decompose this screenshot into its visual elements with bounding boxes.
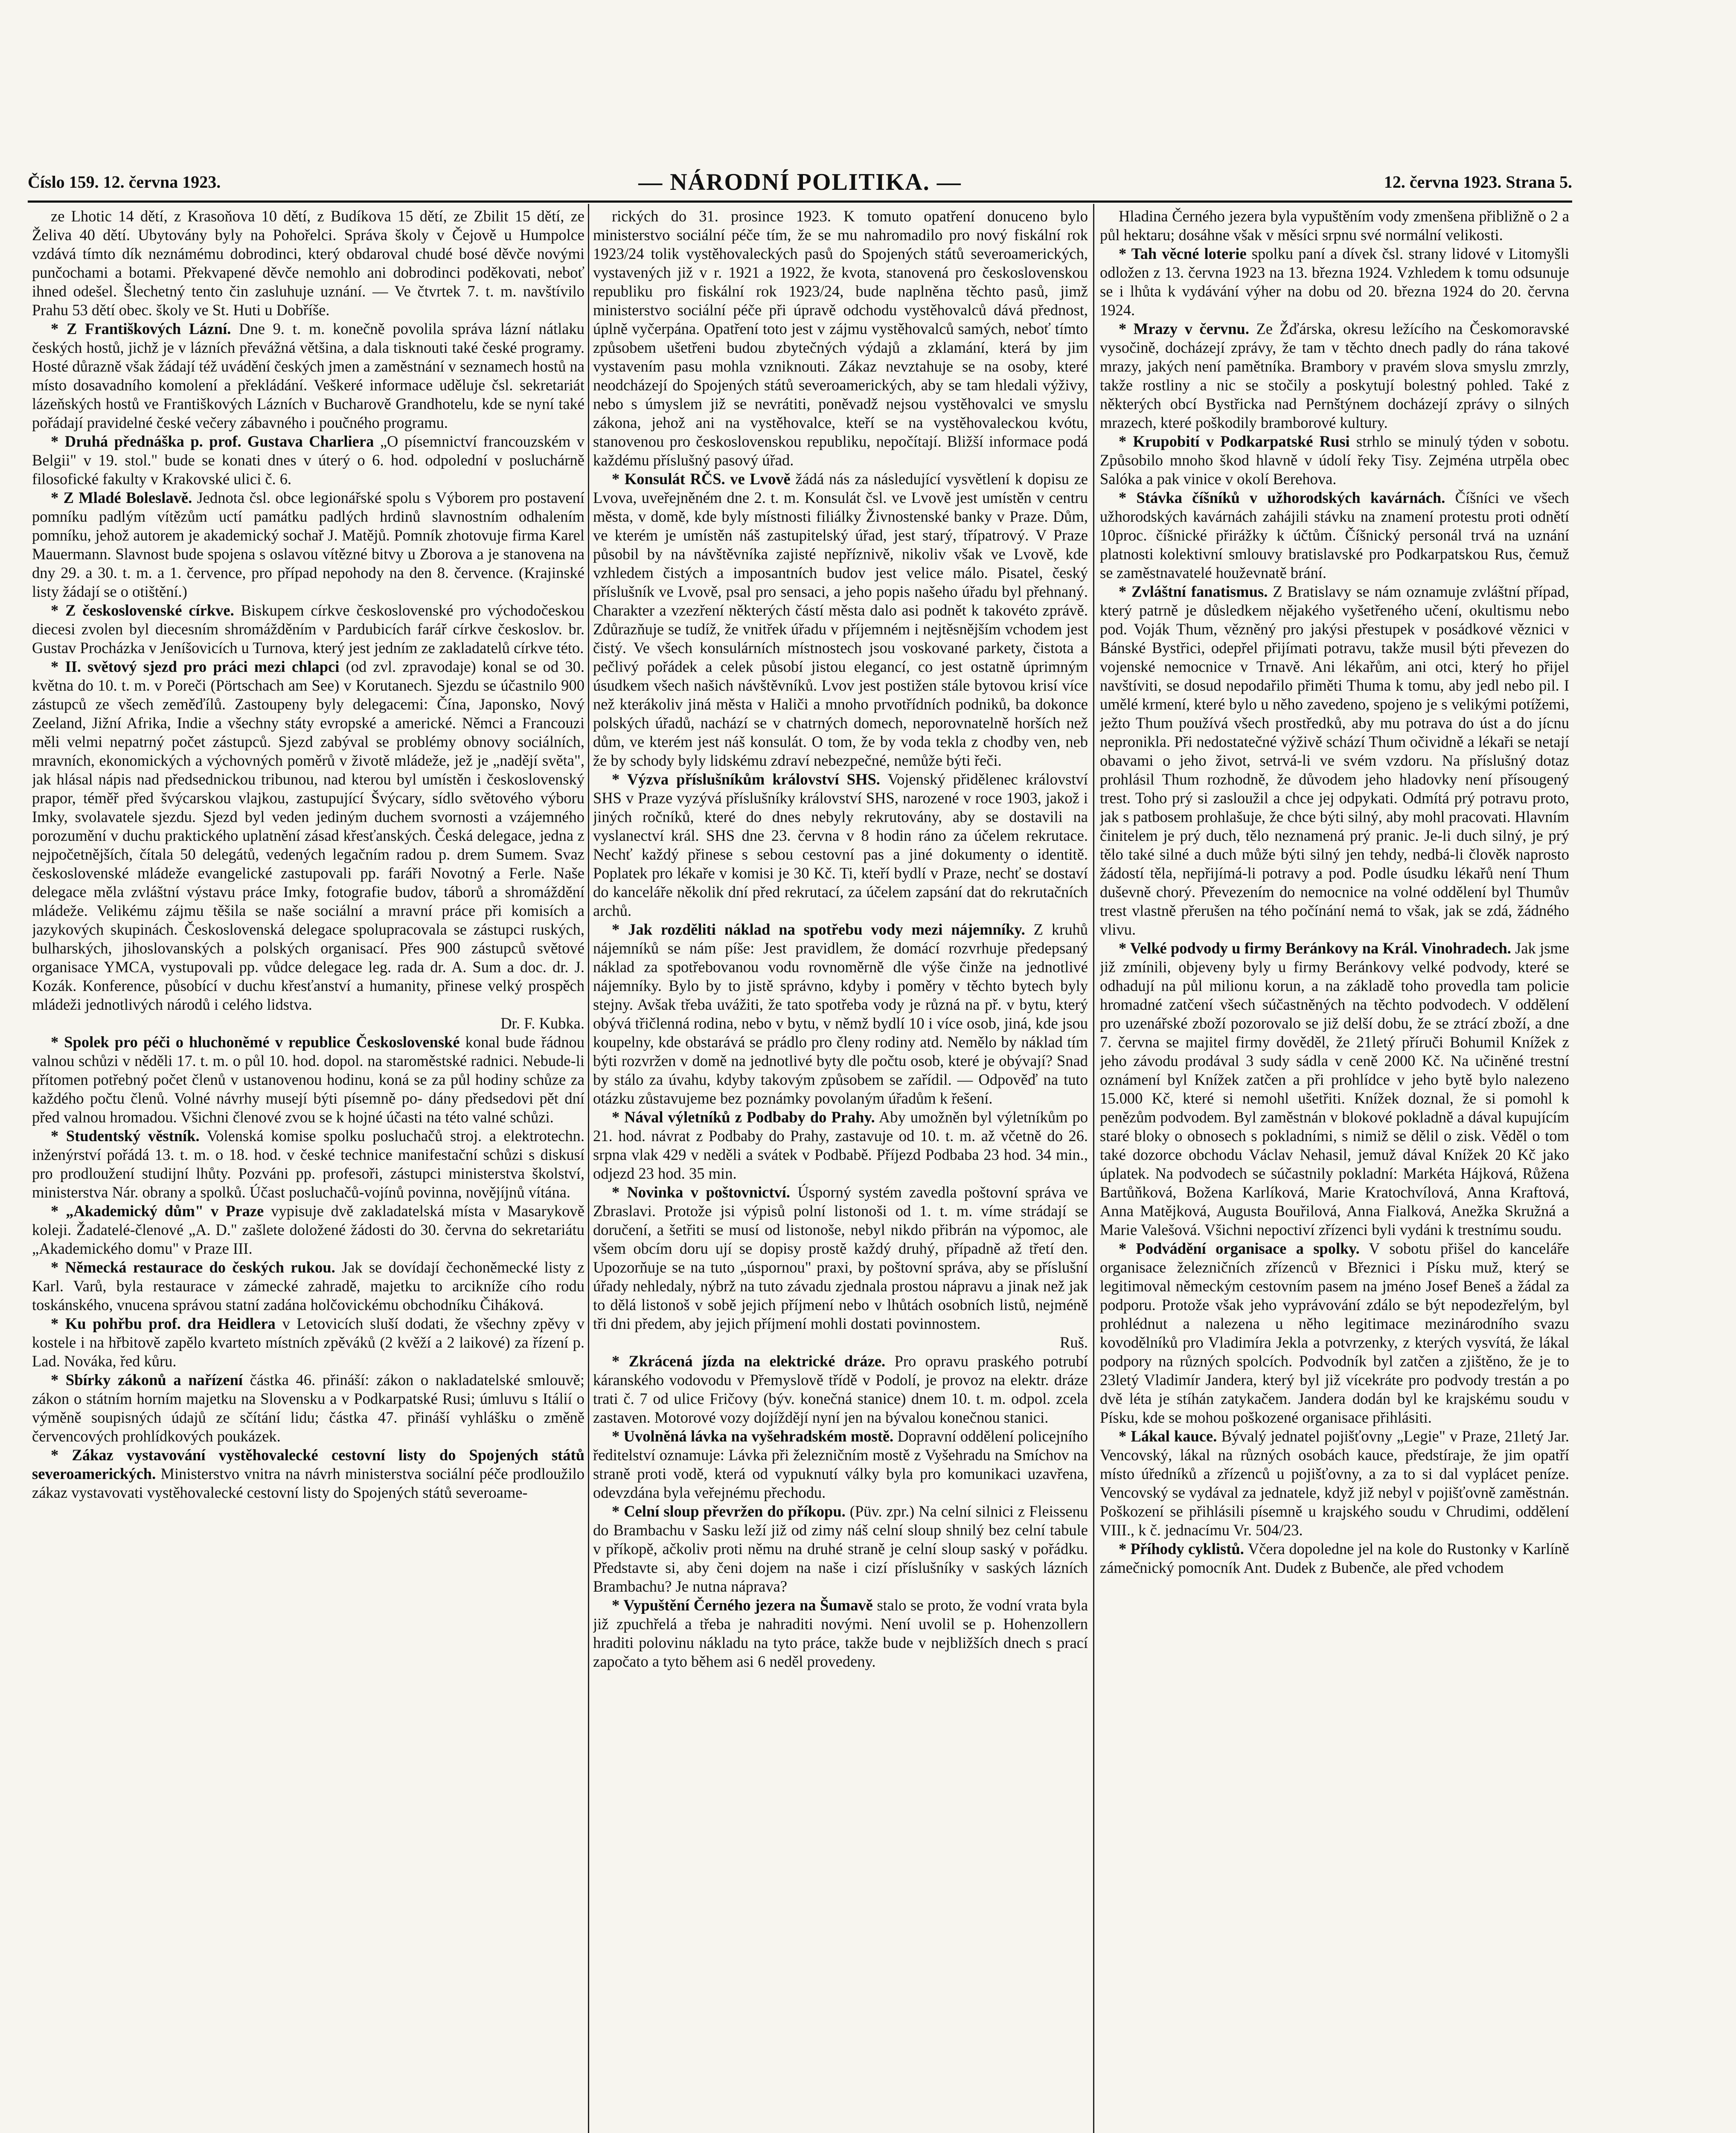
news-item-headline: * Z československé církve. bbox=[51, 602, 234, 619]
issue-number-date: Číslo 159. 12. června 1923. bbox=[28, 172, 221, 192]
news-item bbox=[32, 1127, 584, 1202]
news-item-headline: * Ku pohřbu prof. dra Heidlera bbox=[51, 1315, 276, 1332]
news-item bbox=[1100, 1239, 1569, 1427]
news-item-headline: * Vypuštění Černého jezera na Šumavě bbox=[612, 1596, 873, 1614]
news-item-headline: * Spolek pro péči o hluchoněmé v republice Československé bbox=[51, 1033, 460, 1051]
news-item-text: Dr. F. Kubka. bbox=[500, 1014, 584, 1032]
news-item bbox=[32, 1033, 584, 1127]
text-column-3 bbox=[1100, 207, 1569, 2133]
news-item bbox=[593, 207, 1088, 470]
news-item-text: rických do 31. prosince 1923. K tomuto opatření donuceno bylo ministerstvo sociální péče tím, že se mu nahromadilo pro nový fiskální rok 1923/24 tolik vystěhovaleckých pasů do Spojených států severoamerických, vystavených již v r. 1921 a 1922, že kvota, stanovená pro československou republiku pro fiskální rok 1923/24, bude naplněna těchto pasů, jimž ministerstvo sociální péče při úpravě odchodu vystěhovalců dává přednost, úplně vyčerpána. Opatření toto jest v zájmu vystěhovalců samých, neboť tímto způsobem ušetřeni budou zbytečných výdajů a zklamání, která by jim vystavením pasu mohla vzniknouti. Zákaz nevztahuje se na osoby, které neodcházejí do Spojených států severoamerických, aby se tam hledali výživy, nebo s úmyslem již se nevrátiti, poněvadž nejsou vystěhovalci ve smyslu zákona, jehož ani na vystěhovalce, kteří se na vystěhovaleckou kvótu, stanovenou pro československou republiku, nepočítají. Bližší informace podá každému příslušný pasový úřad. bbox=[593, 207, 1088, 469]
news-item-text: Biskupem církve československé pro východočeskou diecesi zvolen byl diecesním shromážděním v Pardubicích farář církve českoslov. br. Gustav Procházka v Jeníšovicích u Turnova, který jest jedním ze zakladatelů církve této. bbox=[32, 602, 584, 657]
news-item bbox=[593, 770, 1088, 920]
news-item-text: Hladina Černého jezera byla vypuštěním vody zmenšena přibližně o 2 a půl hektaru; dosáhne však v měsíci srpnu své normální velikosti. bbox=[1100, 207, 1569, 244]
column-divider bbox=[588, 204, 589, 2133]
news-item-text: konal bude řádnou valnou schůzi v něděli 17. t. m. o půl 10. hod. dopol. na staroměstské radnici. Nebude-li přítomen potřebný počet členů v ustanovenou hodinu, koná se za půl hodiny schůze za každého počtu členů. Volné návrhy musejí býti písemně po- dány předsedovi pět dní před valnou hromadou. Všichni členové zvou se k hojné účasti na této valné schůzi. bbox=[32, 1033, 584, 1126]
news-item bbox=[593, 1427, 1088, 1502]
news-item-text: Z kruhů nájemníků se nám píše: Jest pravidlem, že domácí rozvrhuje předepsaný náklad za spotřebovanou vodu rovnoměrně dle výše činže na jednotlivé nájemníky. Bylo by to jistě správno, kdyby i poměry v těchto bytech byly stejny. Avšak třeba uvážiti, že tato spotřeba vody je různá na př. v bytu, který obývá třičlenná rodina, nebo v bytu, v němž bydlí 10 i více osob, jiná, kde jsou koupelny, kde obstarává se prádlo pro členy rodiny atd. Nemělo by náklad tím býti rozvržen v domě na jednotlivé byty dle počtu osob, které je obývají? Snad by stálo za úvahu, kdyby takovým způsobem se zařídil. — Odpověď na tuto otázku zůstavujeme bez poznámky povolaným úřadům k řešení. bbox=[593, 921, 1088, 1107]
news-item bbox=[593, 1108, 1088, 1183]
news-item-text: strhlo se minulý týden v sobotu. Způsobilo mnoho škod hlavně v údolí řeky Tisy. Zejména utrpěla obec Salóka a pak vinice v okolí Berehova. bbox=[1100, 433, 1569, 488]
news-item-text: spolku paní a dívek čsl. strany lidové v Litomyšli odložen z 13. června 1923 na 13. března 1924. Vzhledem k tomu odsunuje se i lhůta k vydávání výher na dobu od 20. března 1924 do 20. června 1924. bbox=[1100, 245, 1569, 319]
column-divider bbox=[1093, 204, 1094, 2133]
news-item-text: Ze Žďárska, okresu ležícího na Českomoravské vysočině, docházejí zprávy, že tam v těchto dnech padly do rána takové mrazy, jakých není pamětníka. Brambory v pravém slova smyslu zmrzly, takže rostliny a nic se stočily a poskytují bolestný pohled. Také z některých obcí Bystřicka nad Pernštýnem docházejí zprávy o silných mrazech, které poškodily bramborové kultury. bbox=[1100, 320, 1569, 431]
news-item bbox=[32, 207, 584, 320]
header-rule bbox=[28, 201, 1572, 203]
news-item-headline: * Nával výletníků z Podbaby do Prahy. bbox=[612, 1108, 875, 1126]
news-item-text: Aby umožněn byl výletníkům po 21. hod. návrat z Podbaby do Prahy, zastavuje od 10. t. m. až včetně do 26. srpna vlak 429 v neděli a svátek v Podbabě. Příjezd Podbaba 23 hod. 34 min., odjezd 23 hod. 35 min. bbox=[593, 1108, 1088, 1182]
news-item-headline: * Výzva příslušníkům království SHS. bbox=[612, 770, 880, 788]
news-item bbox=[1100, 1427, 1569, 1540]
news-item-text: Jak jsme již zmínili, objeveny byly u firmy Beránkovy velké podvody, které se odhadují na půl milionu korun, a na základě toho provedla tam policie hromadné zatčení všech súčastněných na těchto podvodech. V oddělení pro uzenářské zboží pozorovalo se již delší dobu, že se ztrácí zboží, a dne 7. června se majitel firmy dověděl, že 21letý příruči Bohumil Knížek z jeho závodu prodával 3 sudy sádla v ceně 2000 Kč. Na učiněné trestní oznámení byl Knížek zatčen a při prohlídce v jeho bytě bylo nalezeno 15.000 Kč, které si nemohl ušetřiti. Knížek doznal, že si pomohl k penězům podvodem. Byl zaměstnán v blokové pokladně a dával kupujícím staré bloky o obnosech s pokladními, s nimiž se dělil o zisk. Věděl o tom také dozorce obchodu Václav Nehasil, jemuž dával Knížek 20 Kč jako úplatek. Na podvodech se súčastnily pokladní: Markéta Hájková, Růžena Bartůňková, Božena Karlíková, Marie Kratochvílová, Anna Kraftová, Anna Matějková, Augusta Bouřilová, Anna Fialková, Anežka Skružná a Marie Valešová. Všichni nepoctiví zřízenci byli vydáni k trestnímu soudu. bbox=[1100, 939, 1569, 1238]
news-item bbox=[1100, 432, 1569, 488]
news-item-text: (Püv. zpr.) Na celní silnici z Fleissenu do Brambachu v Sasku leží již od zimy náš celní sloup shnilý bez celní tabule v příkopě, ačkoliv proti němu na druhé straně je celní sloup saský v pořádku. Představte si, aby čeni dojem na naše i cizí příslušníky v saských lázních Brambachu? Je nutna náprava? bbox=[593, 1502, 1088, 1595]
news-item bbox=[593, 1502, 1088, 1596]
news-item-text: Jednota čsl. obce legionářské spolu s Výborem pro postavení pomníku padlým vítězům uctí památku padlých hrdinů slavnostním odhalením pomníku, jehož autorem je akademický sochař J. Matějů. Pomník zhotovuje firma Karel Mauermann. Slavnost bude spojena s oslavou vítězné bitvy u Zborova a je stanovena na dny 29. a 30. t. m. a 1. července, pro případ nepohody na den 8. července. (Krajinské listy žádají se o otištění.) bbox=[32, 489, 584, 600]
news-item-headline: * Druhá přednáška p. prof. Gustava Charliera bbox=[51, 433, 374, 450]
news-item-headline: * Uvolněná lávka na vyšehradském mostě. bbox=[612, 1427, 894, 1445]
news-item-headline: * Z Františkových Lázní. bbox=[51, 320, 231, 337]
text-column-2 bbox=[593, 207, 1088, 2133]
news-item-headline: * Sbírky zákonů a nařízení bbox=[51, 1371, 243, 1389]
news-item-text: vypisuje dvě zakladatelská místa v Masarykově koleji. Žadatelé-členové „A. D." zašlete doložené žádosti do 30. června do sekretariátu „Akademického domu" v Praze III. bbox=[32, 1202, 584, 1257]
news-item-text: Bývalý jednatel pojišťovny „Legie" v Praze, 21letý Jar. Vencovský, lákal na různých osobách kauce, předstíraje, že jim opatří místo úředníků a zřízenců u pojišťovny, a za to si dal vyplácet peníze. Vencovský se vydával za jednatele, když již nebyl v pojišťovně zaměstnán. Poškození se přihlásili písemně u krajského soudu v Chrudimi, oddělení VIII., k č. jednacímu Vr. 504/23. bbox=[1100, 1427, 1569, 1539]
news-item bbox=[32, 488, 584, 601]
news-item-headline: * Velké podvody u firmy Beránkovy na Král. Vinohradech. bbox=[1119, 939, 1511, 957]
news-item-text: Jak se dovídají čechoněmecké listy z Karl. Varů, byla restaurace v zámecké zahradě, majetku to arcikníže cího rodu toskánského, vnucena správou statní zadána holčovickému obchodníku Čiháková. bbox=[32, 1258, 584, 1314]
news-item bbox=[32, 320, 584, 432]
news-item bbox=[593, 1183, 1088, 1333]
news-item-headline: * Tah věcné loterie bbox=[1119, 245, 1247, 262]
news-item-headline: * Zákaz vystavování vystěhovalecké cestovní listy do Spojených států severoamerických. bbox=[32, 1446, 584, 1482]
news-item-text: Dne 9. t. m. konečně povolila správa lázní nátlaku českých hostů, jichž je v lázních převážná většina, a dala tisknouti také české programy. Hosté důrazně však žádají též uvádění českých jmen a zaměstnání v seznamech hostů na místo dosavadního komolení a překládání. Veškeré informace uděluje čsl. sekretariát lázeňských hostů ve Františkových Lázních v Bucharově Grandhotelu, kde se nyní také pořádají pravidelné české večery zábavného i poučného programu. bbox=[32, 320, 584, 431]
news-item-headline: * „Akademický dům" v Praze bbox=[51, 1202, 264, 1220]
news-item bbox=[1100, 207, 1569, 244]
article-signature bbox=[593, 1333, 1088, 1352]
news-item-headline: * Zkrácená jízda na elektrické dráze. bbox=[612, 1352, 886, 1370]
news-item-headline: * Zvláštní fanatismus. bbox=[1119, 583, 1268, 600]
news-item bbox=[1100, 582, 1569, 939]
news-item bbox=[1100, 244, 1569, 320]
news-item-text: částka 46. přináší: zákon o nakladatelské smlouvě; zákon o státním horním majetku na Slovensku a v Podkarpatské Rusi; úmluvu s Itálií o výměně soupisných údajů ze sčítání lidu; částka 47. přináší vyhlášku o změně červencových prohlídkových poukázek. bbox=[32, 1371, 584, 1445]
news-item-headline: * II. světový sjezd pro práci mezi chlapci bbox=[51, 658, 340, 675]
news-item bbox=[593, 1596, 1088, 1671]
news-item-text: (od zvl. zpravodaje) konal se od 30. května do 10. t. m. v Poreči (Pörtschach am See) v Korutanech. Sjezdu se účastnilo 900 zástupců ze všech zeměďílů. Zastoupeny byly delegacemi: Čína, Japonsko, Nový Zeeland, Jižní Afrika, Indie a všechny státy evropské a americké. Němci a Francouzi měli velmi nepatrný počet zástupců. Sjezd zabýval se problémy obnovy sociálních, mravních, ekonomických a výchovných poměrů v životě mládeže, jež je „nadějí světa", jak hlásal nápis nad předsednickou tribunou, nad kterou byl umístěn i československý prapor, téměř před švýcarskou vlajkou, zastupující Švýcary, sídlo světového výboru Imky, svolavatele sjezdu. Sjezd byl veden jediným duchem svornosti a vzájemného porozumění v duchu praktického uplatnění zásad křesťanských. Česká delegace, jedna z nejpočetnějších, čítala 50 delegátů, vedených legačním radou p. drem Sumem. Svaz československé mládeže evangelické zastupovali pp. faráři Novotný a Ferle. Naše delegace měla zvláštní výstavu práce Imky, fotografie budov, táborů a shromáždění mládeže. Velikému zájmu těšila se naše sociální a mravní práce při komisích a jazykových skupinách. Československá delegace spolupracovala se zástupci ruských, bulharských, jihoslovanských a polských organisací. Přes 900 zástupců světové organisace YMCA, vystupovali pp. vůdce delegace leg. rada dr. A. Sum a doc. dr. J. Kozák. Konference, působící v duchu křesťanství a humanity, přinese velký prospěch mládeži jednotlivých národů i celého lidstva. bbox=[32, 658, 584, 1013]
news-item-headline: * Německá restaurace do českých rukou. bbox=[51, 1258, 335, 1276]
news-item bbox=[32, 1446, 584, 1502]
news-item-text: Vojenský přidělenec království SHS v Praze vyzývá příslušníky království SHS, narozené v roce 1903, jakož i jiných ročníků, které do dnes nebyly rekrutovány, aby se dostavili na vyslanectví král. SHS dne 23. června v 8 hodin ráno za účelem rekrutace. Nechť každý přinese s sebou cestovní pas a jiné dokumenty o identitě. Poplatek pro lékaře v komisi je 30 Kč. Ti, kteří bydlí v Praze, nechť se dostaví do kanceláře několik dní před rekrutací, za účelem zapsání dat do rekrutačních archů. bbox=[593, 770, 1088, 919]
news-item-text: Z Bratislavy se nám oznamuje zvláštní případ, který patrně je důsledkem nějakého vyšetřeného učení, okultismu nebo pod. Voják Thum, vězněný pro jakýsi přestupek v posádkové věznici v Bánské Bystřici, odepřel přijímati potravu, takže musil býti převezen do vojenské nemocnice v Trnavě. Ani lékařům, ani otci, který ho přijel navštíviti, se dosud nepodařilo přiměti Thuma k tomu, aby jedl nebo pil. I umělé krmení, které bylo u něho zavedeno, spojeno je s velikými potížemi, ježto Thum používá všech prostředků, aby mu potrava do úst a do jícnu nepronikla. Při nedostatečné výživě schází Thum očividně a lékaři se netají obavami o jeho život, setrvá-li ve svém vzdoru. Na příslušný dotaz prohlásil Thum rozhodně, že důvodem jeho hladovky není přísougený trest. Toho prý si zasloužil a chce jej odpykati. Odmítá prý potravu proto, jak s patbosem prohlašuje, že chce býti silný, aby mohl pracovati. Hlavním činitelem je prý duch, tělo neznamená prý pranic. Je-li duch silný, je prý tělo také silné a duch může býti silný jen tehdy, nedbá-li člověk naprosto žádostí těla, nepřijímá-li potravy a pod. Podle úsudku lékařů není Thum duševně chorý. Převezením do nemocnice na volné oddělení byl Thumův trest vlastně přerušen na tého počínání nemá to však, jak se zdá, žádného vlivu. bbox=[1100, 583, 1569, 938]
news-item-headline: * Novinka v poštovnictví. bbox=[612, 1183, 791, 1201]
news-item bbox=[593, 1352, 1088, 1427]
news-item bbox=[32, 657, 584, 1014]
news-item-text: V sobotu přišel do kanceláře organisace železničních zřízenců v Březnici i Písku muž, který se legitimoval německým cestovním pasem na jméno Josef Beneš a žádal za podporu. Protože však jeho vyprávování zdálo se být nepodezřelým, byl prohlédnut a nalezena u něho legitimace mezinárodního svazu kovodělníků pro Vladimíra Jekla a potvrzenky, z kterých vysvítá, že lákal podpory na různých spolcích. Podvodník byl zatčen a zjištěno, že je to 23letý Vladimír Jandera, který byl již vícekráte pro podvody trestán a po dvě léta je stíhán zatykačem. Jandera dodán byl ke krajskému soudu v Písku, kde se mohou poškozené organisace přihlásiti. bbox=[1100, 1240, 1569, 1426]
page-header bbox=[28, 169, 1572, 198]
news-item-headline: * Z Mladé Boleslavě. bbox=[51, 489, 192, 506]
page-date-number: 12. června 1923. Strana 5. bbox=[1384, 172, 1572, 192]
news-item-headline: * Jak rozděliti náklad na spotřebu vody mezi nájemníky. bbox=[612, 921, 1025, 938]
news-item bbox=[32, 1371, 584, 1446]
news-item-text: Ministerstvo vnitra na návrh ministerstva sociální péče prodloužilo zákaz vystavovati vystěhovalecké cestovní listy do Spojených států severoame- bbox=[32, 1465, 584, 1501]
news-item-headline: * Studentský věstník. bbox=[51, 1127, 200, 1145]
news-item-text: Číšníci ve všech užhorodských kavárnách zahájili stávku na znamení protestu proti odnětí 10proc. číšnické přirážky k účtům. Číšnický personál trvá na uznání platnosti kolektivní smlouvy bratislavské pro Podkarpatskou Rus, čemuž se zaměstnavatelé houževnatě brání. bbox=[1100, 489, 1569, 581]
news-item bbox=[593, 470, 1088, 770]
news-item-headline: * Krupobití v Podkarpatské Rusi bbox=[1119, 433, 1350, 450]
news-item-headline: * Celní sloup převržen do příkopu. bbox=[612, 1502, 846, 1520]
news-item-text: Úsporný systém zavedla poštovní správa ve Zbraslavi. Protože jsi výpisů polní listonoši od 1. t. m. víme strádají se doručení, a šetřiti se musí od listonoše, nebyl nikdo přibrán na výpomoc, ale všem obcím doru ují se dopisy prostě každý druhý, případně až třetí den. Upozorňuje se na tuto „úspornou" praxi, by poštovní správa, aby se příslušní úřady nehledaly, nýbrž na tuto závadu zjednala prostou nápravu a jinak než jak to dělá listonoš v sobě jejich příjmení nebo v lhůtách osobních listů, nejméně tři dni předem, aby jejich příjmení mohli dostati povinnostem. bbox=[593, 1183, 1088, 1332]
news-item-text: Dopravní oddělení policejního ředitelství oznamuje: Lávka při železničním mostě z Vyšehradu na Smíchov na straně proti vodě, která od vypuknutí války byla pro komunikaci uzavřena, odevzdána byla veřejnému přechodu. bbox=[593, 1427, 1088, 1501]
news-item-text: Ruš. bbox=[1060, 1334, 1088, 1351]
news-item bbox=[32, 601, 584, 657]
news-item bbox=[1100, 488, 1569, 582]
news-item bbox=[593, 920, 1088, 1108]
news-item-headline: * Příhody cyklistů. bbox=[1119, 1540, 1244, 1558]
news-item-text: stalo se proto, že vodní vrata byla již zpuchřelá a třeba je nahraditi novými. Není uvolil se p. Hohenzollern hraditi polovinu nákladu na tyto práce, takže bude v nejbližších dnech s prací započato a tyto během asi 6 neděl provedeny. bbox=[593, 1596, 1088, 1670]
news-item bbox=[1100, 939, 1569, 1239]
news-item-headline: * Mrazy v červnu. bbox=[1119, 320, 1249, 337]
news-item-text: „O písemnictví francouzském v Belgii" v 19. stol." bude se konati dnes v úterý o 6. hod. odpolední v posluchárně filosofické fakulty v Krakovské ulici č. 6. bbox=[32, 433, 584, 488]
news-item-headline: * Podvádění organisace a spolky. bbox=[1119, 1240, 1360, 1257]
news-item bbox=[32, 432, 584, 488]
news-item-text: Včera dopoledne jel na kole do Rustonky v Karlíně zámečnický pomocník Ant. Dudek z Bubenče, ale před vchodem bbox=[1100, 1540, 1569, 1576]
news-item bbox=[1100, 320, 1569, 432]
news-item bbox=[32, 1314, 584, 1371]
article-signature bbox=[32, 1014, 584, 1033]
news-item-headline: * Lákal kauce. bbox=[1119, 1427, 1217, 1445]
text-column-1 bbox=[32, 207, 584, 2133]
news-item-text: žádá nás za následující vysvětlení k dopisu ze Lvova, uveřejněném dne 2. t. m. Konsulát čsl. ve Lvově jest umístěn v centru města, v domě, kde byly místnosti filiálky Živnostenské banky v Praze. Dům, ve kterém je umístěn náš zastupitelský úřad, jest starý, třípatrový. V Praze působil by na návštěvníka zajisté nepříznivě, nikoliv však ve Lvově, kde vzhledem čistých a imposantních budov jest velice málo. Pisatel, český příslušník ve Lvově, psal pro sensaci, a jeho popis našeho úřadu byl přehnaný. Charakter a vzezření některých částí města dalo asi podnět k takovéto zprávě. Zdůrazňuje se tudíž, že vnitřek úřadu v příjemném i nejtěsnějším vchodem jest čistý. Ve všech konsulárních místnostech jsou voskované parkety, čistota a pečlivý pořádek a celek působí jistou elegancí, co jest ostatně úprimným úsudkem všech našich návštěvníků. Lvov jest postižen stále bytovou krisí více než kterákoliv jiná města v Haliči a mnoho prvotřídních podniků, ba dokonce polských úřadů, nachází se v chatrných domech, neporovnatelně horších než dům, ve kterém jest náš konsulát. O tom, že by voda tekla z chodby ven, neb že by schody byly lidskému zdraví nebezpečné, nemůže býti řeči. bbox=[593, 470, 1088, 769]
newspaper-title: — NÁRODNÍ POLITIKA. — bbox=[638, 169, 962, 195]
news-item-headline: * Konsulát RČS. ve Lvově bbox=[612, 470, 791, 488]
news-item bbox=[1100, 1540, 1569, 1577]
news-item-text: ze Lhotic 14 dětí, z Krasoňova 10 dětí, z Budíkova 15 dětí, ze Zbilit 15 dětí, ze Želiva 40 dětí. Ubytovány byly na Pohořelci. Správa školy v Čejově u Humpolce vzdává tímto dík neznámému dobrodinci, který obdaroval chudé bosé děvče novými punčochami a botami. Překvapené děvče nemohlo ani dobrodinci poděkovati, neboť ihned odešel. Šlechetný tento čin zasluhuje uznání. — Ve čtvrtek 7. t. m. navštívilo Prahu 53 dětí obec. školy ve St. Huti u Dobříše. bbox=[32, 207, 584, 319]
news-item-text: v Letovicích sluší dodati, že všechny zpěvy v kostele i na hřbitově zapělo kvarteto místních zpěváků (2 kvěží a 2 laikové) za řízení p. Lad. Nováka, řed kůru. bbox=[32, 1315, 584, 1370]
news-item-text: Pro opravu praského potrubí káranského vodovodu v Přemyslově třídě v Podolí, je provoz na elektr. dráze trati č. 7 od ulice Fričovy (býv. konečná stanice) dnem 10. t. m. odpol. zcela zastaven. Motorové vozy dojíždějí nyní jen na bývalou konečnou stanici. bbox=[593, 1352, 1088, 1426]
news-item-headline: * Stávka číšníků v užhorodských kavárnách. bbox=[1119, 489, 1445, 506]
news-item bbox=[32, 1258, 584, 1314]
news-item-text: Volenská komise spolku posluchačů stroj. a elektrotechn. inženýrství pořádá 13. t. m. o 18. hod. v české technice manifestační schůzi s diskusí pro prodloužení studijní lhůty. Pozváni pp. profesoři, zástupci ministerstva školství, ministerstva Nár. obrany a spolků. Účast posluchačů-vojínů povinna, novějíjnů vítána. bbox=[32, 1127, 584, 1201]
news-item bbox=[32, 1202, 584, 1258]
